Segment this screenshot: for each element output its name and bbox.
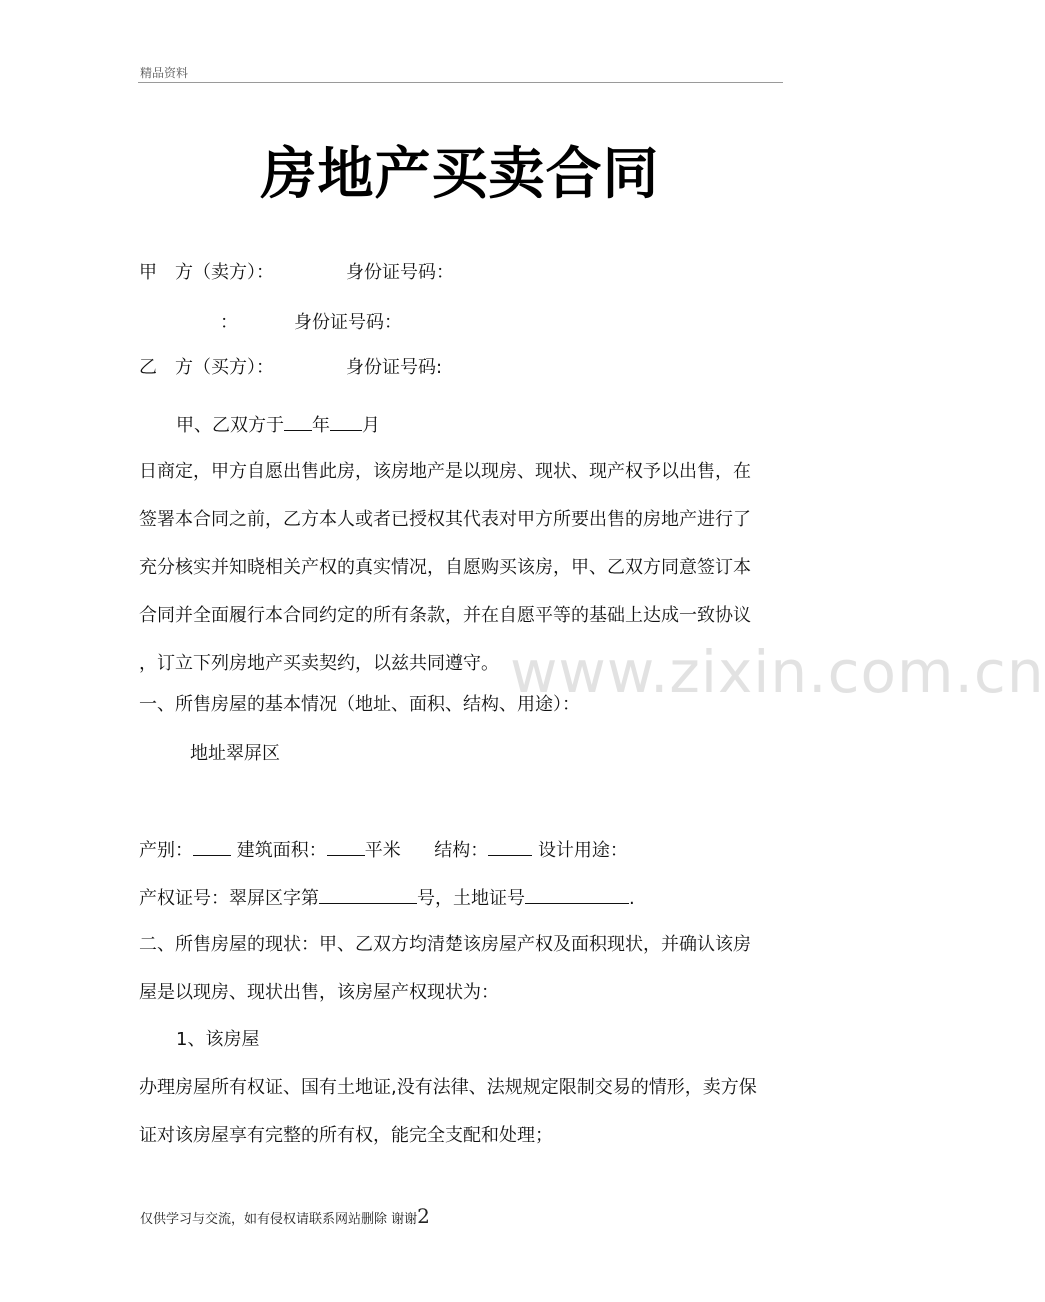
intro-line: ，订立下列房地产买卖契约，以兹共同遵守。 (139, 653, 499, 674)
area-unit: 平米 (364, 840, 401, 861)
intro-year: 年 (312, 415, 330, 436)
structure-label: 结构： (434, 840, 489, 861)
party-a2-id-label: 身份证号码： (294, 312, 402, 333)
cert-suffix: 号，土地证号 (417, 888, 525, 909)
page-number: 2 (417, 1204, 430, 1228)
structure-blank (488, 837, 532, 856)
intro-first-line (176, 412, 380, 438)
item1-heading: 1、该房屋 (176, 1029, 260, 1050)
area-blank (327, 837, 365, 856)
party-a-label: 甲 方（卖方）： (139, 262, 274, 283)
footer-text: 仅供学习与交流，如有侵权请联系网站删除 谢谢 (140, 1212, 418, 1227)
section1-heading: 一、所售房屋的基本情况（地址、面积、结构、用途）： (139, 694, 580, 715)
party-b-id-label: 身份证号码: (346, 357, 443, 378)
type-blank (193, 837, 231, 856)
intro-line: 签署本合同之前，乙方本人或者已授权其代表对甲方所要出售的房地产进行了 (139, 509, 751, 530)
year-blank (284, 412, 312, 431)
area-label: 建筑面积： (236, 840, 327, 861)
section2-line: 二、所售房屋的现状：甲、乙双方均清楚该房屋产权及面积现状，并确认该房 (139, 934, 751, 955)
cert-number-blank (319, 885, 417, 904)
intro-line: 合同并全面履行本合同约定的所有条款，并在自愿平等的基础上达成一致协议 (139, 605, 751, 626)
address-line: 地址翠屏区 (190, 743, 280, 764)
party-a-id-label: 身份证号码： (346, 262, 454, 283)
header-divider (138, 82, 783, 83)
property-details-line (139, 837, 628, 863)
document-title: 房地产买卖合同 (260, 142, 660, 207)
footer (140, 1204, 430, 1228)
use-label: 设计用途： (537, 840, 628, 861)
item1-line: 证对该房屋享有完整的所有权，能完全支配和处理； (139, 1125, 553, 1146)
cert-end: . (629, 888, 635, 909)
intro-month: 月 (362, 415, 380, 436)
certificate-line (139, 885, 635, 911)
cert-label: 产权证号：翠屏区字第 (139, 888, 319, 909)
land-cert-blank (525, 885, 629, 904)
item1-paragraph (139, 1076, 784, 1172)
month-blank (330, 412, 362, 431)
watermark: www.zixin.com.cn (510, 638, 1045, 706)
section2-line: 屋是以现房、现状出售，该房屋产权现状为： (139, 982, 499, 1003)
type-label: 产别： (139, 840, 193, 861)
intro-line: 充分核实并知晓相关产权的真实情况，自愿购买该房，甲、乙双方同意签订本 (139, 557, 751, 578)
party-a2-label: ： (220, 312, 238, 333)
section2-paragraph (139, 933, 784, 1029)
intro-line: 日商定，甲方自愿出售此房，该房地产是以现房、现状、现产权予以出售，在 (139, 461, 751, 482)
intro-prefix: 甲、乙双方于 (176, 415, 284, 436)
party-b-label: 乙 方（买方）： (139, 357, 274, 378)
header-label: 精品资料 (140, 66, 189, 80)
item1-line: 办理房屋所有权证、国有土地证,没有法律、法规规定限制交易的情形，卖方保 (139, 1077, 757, 1098)
